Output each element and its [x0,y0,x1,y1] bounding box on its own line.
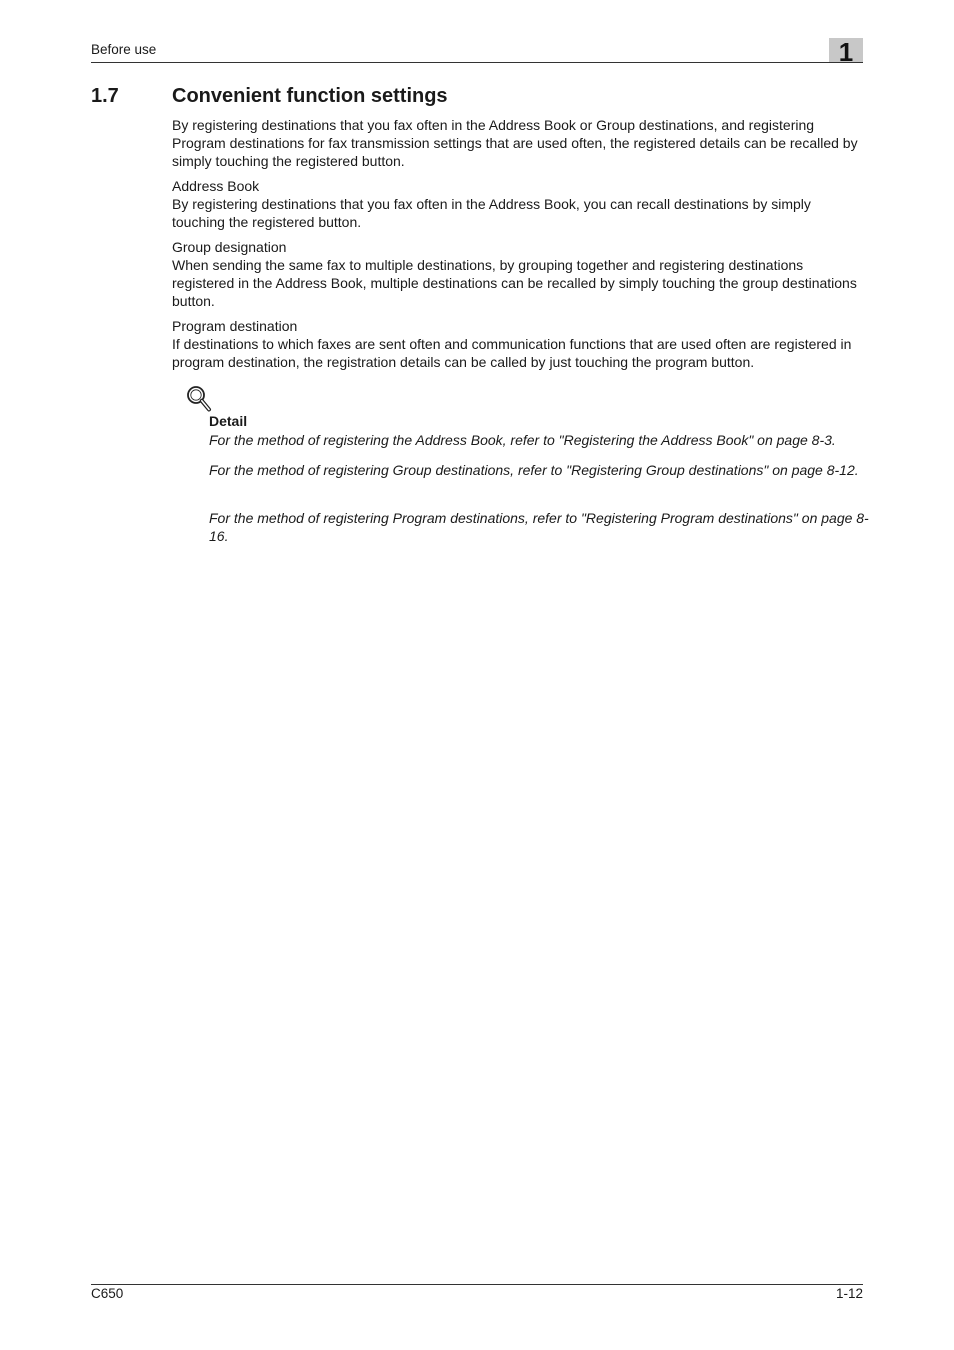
item-program-destination [172,317,867,371]
header-divider [91,62,863,63]
header-section-label: Before use [91,42,157,57]
item-group-designation [172,238,867,310]
item-title: Address Book [172,178,260,194]
magnifier-icon [186,385,212,413]
footer-model: C650 [91,1286,124,1301]
item-title: Group designation [172,239,287,255]
section-title: Convenient function settings [172,85,448,107]
intro-paragraph: By registering destinations that you fax often in the Address Book or Group destinations, and registering Program destinations for fax transmission settings that are used often, the registered details can be recalled by simply touching the registered button. [172,117,858,169]
item-text: If destinations to which faxes are sent often and communication functions that are used often are registered in program destination, the registration details can be called by just touching the program button. [172,336,852,370]
detail-note: For the method of registering Program destinations, refer to "Registering Program destinations" on page 8-16. [209,510,869,544]
detail-label: Detail [209,413,248,429]
footer-divider [91,1284,863,1285]
chapter-badge [829,37,863,67]
chapter-number: 1 [838,37,854,67]
detail-note: For the method of registering the Address Book, refer to "Registering the Address Book" on page 8-3. [209,432,836,448]
item-address-book [172,177,867,231]
item-text: By registering destinations that you fax often in the Address Book, you can recall destinations by simply touching the registered button. [172,196,811,230]
section-number: 1.7 [91,85,119,107]
detail-note: For the method of registering Group destinations, refer to "Registering Group destinations" on page 8-12. [209,462,859,478]
item-text: When sending the same fax to multiple destinations, by grouping together and registering destinations registered in the Address Book, multiple destinations can be recalled by simply touching the group destinations button. [172,257,857,309]
footer-page-number: 1-12 [835,1286,863,1301]
item-title: Program destination [172,318,298,334]
